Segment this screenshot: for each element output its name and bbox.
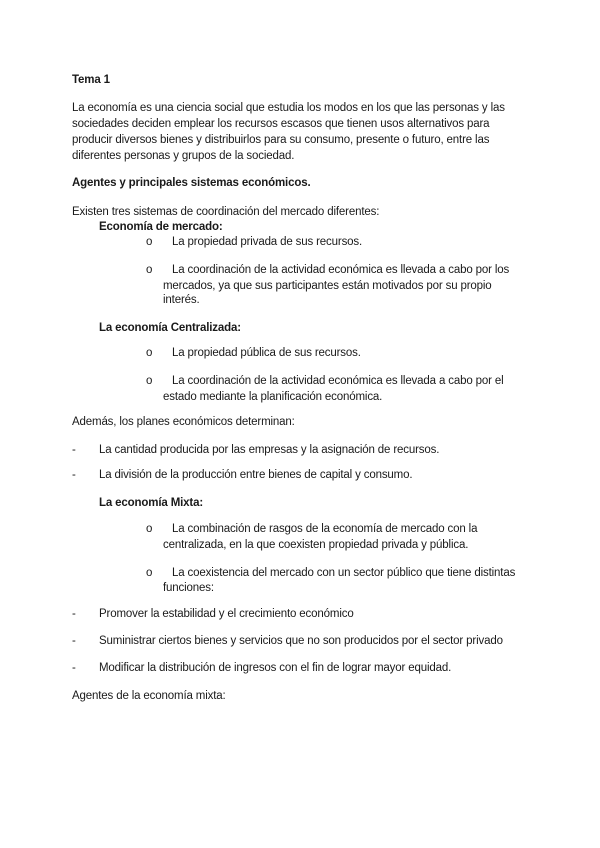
mixed-bullet-2-line: funciones: <box>163 582 214 594</box>
centralized-bullet-1: La propiedad pública de sus recursos. <box>172 347 361 359</box>
market-bullet-2-line: mercados, ya que sus participantes están motivados por su propio <box>163 280 492 292</box>
mixed-bullet-1-line: centralizada, en la que coexisten propiedad privada y pública. <box>163 539 469 551</box>
intro-paragraph <box>72 100 505 164</box>
dash-marker: - <box>72 469 76 481</box>
centralized-bullet-2-line: estado mediante la planificación económica. <box>163 391 383 403</box>
circle-bullet-marker: o <box>146 347 153 359</box>
centralized-heading: La economía Centralizada: <box>99 322 241 334</box>
plans-intro: Además, los planes económicos determinan: <box>72 416 295 428</box>
dash-marker: - <box>72 662 76 674</box>
circle-bullet-marker: o <box>146 567 153 579</box>
market-bullet-2-line: La coordinación de la actividad económica es llevada a cabo por los <box>172 264 510 276</box>
mixed-bullet-2-line: La coexistencia del mercado con un sector público que tiene distintas <box>172 567 516 579</box>
market-heading: Economía de mercado: <box>99 221 223 233</box>
dash-marker: - <box>72 635 76 647</box>
section-heading: Agentes y principales sistemas económicos. <box>72 177 311 189</box>
agents-intro: Agentes de la economía mixta: <box>72 690 226 702</box>
market-bullet-2-line: interés. <box>163 294 200 306</box>
intro-line: sociedades deciden emplear los recursos escasos que tienen usos alternativos para <box>72 118 490 130</box>
mixed-heading: La economía Mixta: <box>99 497 204 509</box>
plans-item-1: La cantidad producida por las empresas y la asignación de recursos. <box>99 444 440 456</box>
circle-bullet-marker: o <box>146 375 153 387</box>
circle-bullet-marker: o <box>146 523 153 535</box>
dash-marker: - <box>72 444 76 456</box>
centralized-bullet-2-line: La coordinación de la actividad económica es llevada a cabo por el <box>172 375 504 387</box>
circle-bullet-marker: o <box>146 236 153 248</box>
market-bullet-1: La propiedad privada de sus recursos. <box>172 236 363 248</box>
intro-line: producir diversos bienes y distribuirlos para su consumo, presente o futuro, entre las <box>72 134 490 146</box>
function-item-3: Modificar la distribución de ingresos con el fin de lograr mayor equidad. <box>99 662 452 674</box>
mixed-bullet-1-line: La combinación de rasgos de la economía de mercado con la <box>172 523 478 535</box>
function-item-1: Promover la estabilidad y el crecimiento económico <box>99 608 354 620</box>
systems-intro: Existen tres sistemas de coordinación del mercado diferentes: <box>72 206 380 218</box>
function-item-2: Suministrar ciertos bienes y servicios que no son producidos por el sector privado <box>99 635 503 647</box>
intro-line: diferentes personas y grupos de la sociedad. <box>72 150 295 162</box>
plans-item-2: La división de la producción entre bienes de capital y consumo. <box>99 469 413 481</box>
circle-bullet-marker: o <box>146 264 153 276</box>
intro-line: La economía es una ciencia social que estudia los modos en los que las personas y las <box>72 102 505 114</box>
page-title: Tema 1 <box>72 74 110 86</box>
dash-marker: - <box>72 608 76 620</box>
